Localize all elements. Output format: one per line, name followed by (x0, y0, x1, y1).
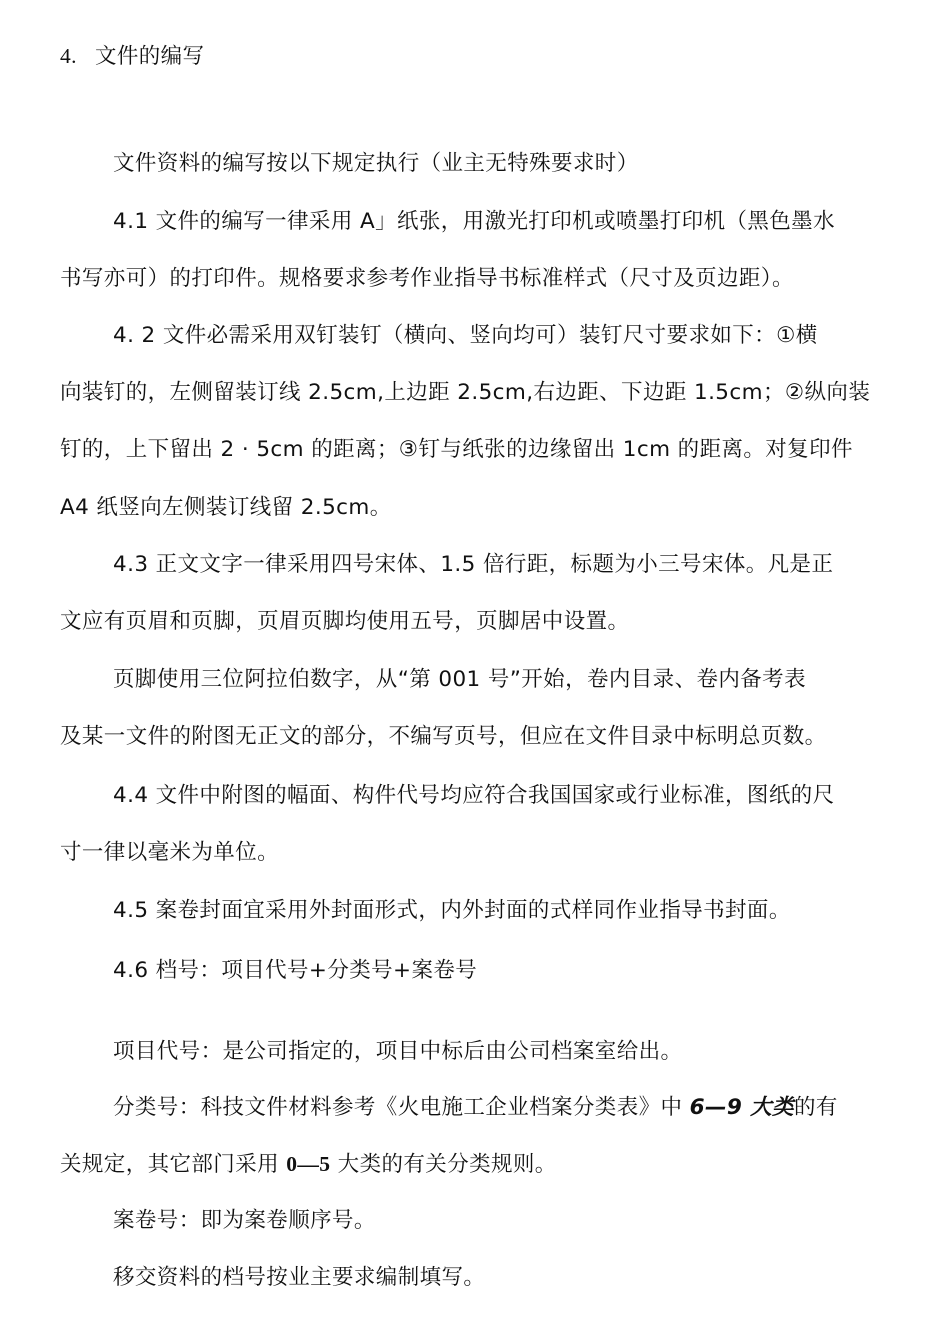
paragraph-4-2-line-3: 钉的，上下留出 2 · 5cm 的距离；③钉与纸张的边缘留出 1cm 的距离。对复印件 (60, 437, 853, 462)
footer-rule-line-1: 页脚使用三位阿拉伯数字，从“第 001 号”开始，卷内目录、卷内备考表 (113, 667, 806, 692)
section-number: 4. (60, 44, 77, 68)
paragraph-4-4-line-1: 4.4 文件中附图的幅面、构件代号均应符合我国国家或行业标准，图纸的尺 (113, 783, 835, 808)
category-prefix: 分类号：科技文件材料参考《火电施工企业档案分类表》中 (113, 1095, 690, 1120)
category-emphasis: 6—9 大类 (689, 1095, 794, 1120)
paragraph-4-3-line-1: 4.3 正文文字一律采用四号宋体、1.5 倍行距，标题为小三号宋体。凡是正 (113, 552, 834, 577)
category-line-2 (60, 1150, 557, 1179)
paragraph-4-1-line-2: 书写亦可）的打印件。规格要求参考作业指导书标准样式（尺寸及页边距）。 (60, 266, 794, 291)
volume-number-paragraph: 案卷号：即为案卷顺序号。 (113, 1208, 376, 1233)
footer-rule-line-2: 及某一文件的附图无正文的部分，不编写页号，但应在文件目录中标明总页数。 (60, 724, 827, 749)
category-suffix: 的有 (793, 1095, 838, 1120)
project-code-paragraph: 项目代号：是公司指定的，项目中标后由公司档案室给出。 (113, 1039, 683, 1064)
paragraph-4-5: 4.5 案卷封面宜采用外封面形式，内外封面的式样同作业指导书封面。 (113, 898, 791, 923)
category-line2-prefix: 关规定，其它部门采用 (60, 1152, 287, 1177)
section-heading (60, 42, 204, 71)
section-title: 文件的编写 (94, 44, 205, 69)
paragraph-4-1-line-1: 4.1 文件的编写一律采用 A」纸张，用激光打印机或喷墨打印机（黑色墨水 (113, 209, 835, 234)
category-line2-bold: 0—5 (286, 1152, 331, 1176)
intro-paragraph: 文件资料的编写按以下规定执行（业主无特殊要求时） (113, 151, 639, 176)
paragraph-4-2-line-4: A4 纸竖向左侧装订线留 2.5cm。 (60, 495, 392, 520)
paragraph-4-4-line-2: 寸一律以毫米为单位。 (60, 840, 280, 865)
paragraph-4-6: 4.6 档号：项目代号+分类号+案卷号 (113, 958, 478, 983)
category-line2-suffix: 大类的有关分类规则。 (330, 1152, 557, 1177)
paragraph-4-3-line-2: 文应有页眉和页脚，页眉页脚均使用五号，页脚居中设置。 (60, 609, 630, 634)
category-line-1 (113, 1094, 838, 1122)
paragraph-4-2-line-1: 4. 2 文件必需采用双钉装钉（横向、竖向均可）装钉尺寸要求如下：①横 (113, 323, 818, 348)
paragraph-4-2-line-2: 向装钉的，左侧留装订线 2.5cm,上边距 2.5cm,右边距、下边距 1.5cm；②纵向装 (60, 380, 871, 405)
transfer-paragraph: 移交资料的档号按业主要求编制填写。 (113, 1265, 486, 1290)
